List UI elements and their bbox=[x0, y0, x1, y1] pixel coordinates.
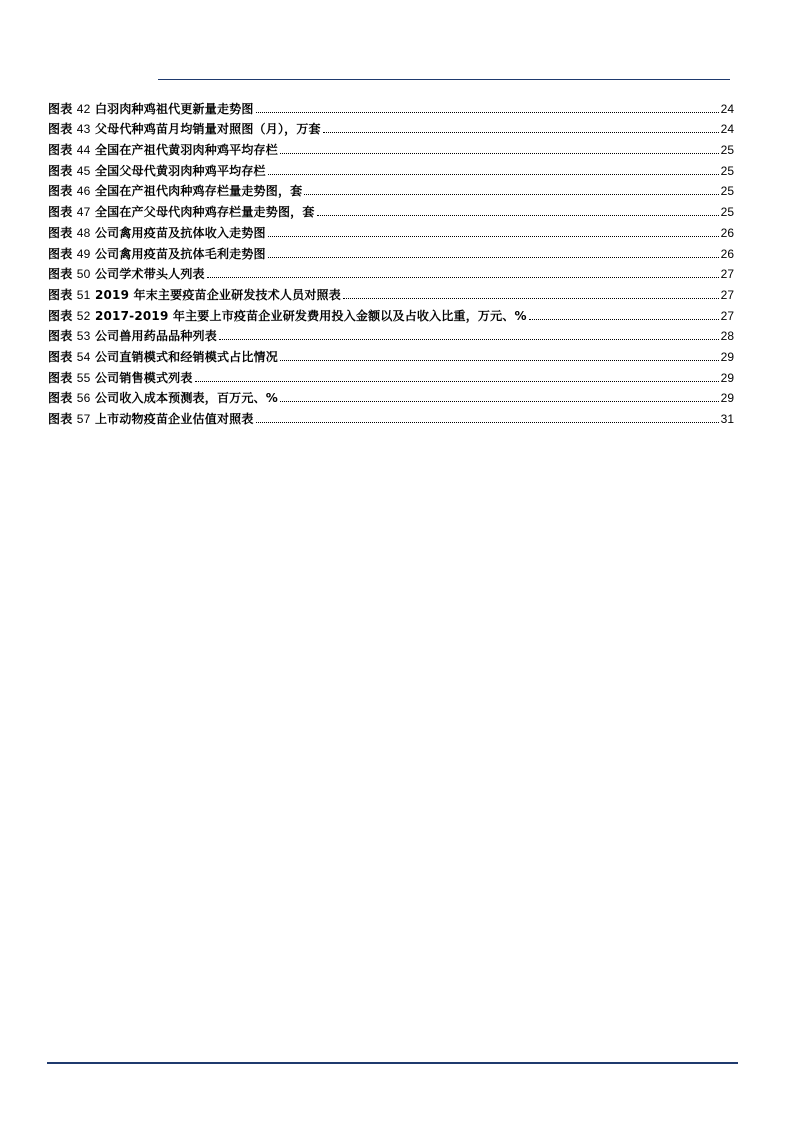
toc-entry[interactable] bbox=[48, 303, 734, 324]
toc-entry-page: 31 bbox=[720, 412, 734, 426]
toc-entry[interactable] bbox=[48, 386, 734, 407]
toc-entry-page: 25 bbox=[720, 163, 734, 178]
dot-leader bbox=[317, 215, 719, 216]
toc-entry-title: 图表 42 白羽肉种鸡祖代更新量走势图 bbox=[48, 101, 254, 116]
toc-entry-title: 图表 43 父母代种鸡苗月均销量对照图（月），万套 bbox=[48, 122, 321, 137]
toc-entry-page: 25 bbox=[720, 184, 734, 199]
toc-entry-title: 图表 48 公司禽用疫苗及抗体收入走势图 bbox=[48, 225, 266, 240]
dot-leader bbox=[256, 422, 719, 423]
dot-leader bbox=[529, 319, 719, 320]
dot-leader bbox=[268, 174, 719, 175]
toc-entry-title: 图表 44 全国在产祖代黄羽肉种鸡平均存栏 bbox=[48, 143, 278, 158]
toc-entry-page: 27 bbox=[720, 287, 734, 302]
toc-entry-page: 29 bbox=[720, 349, 734, 364]
toc-entry[interactable] bbox=[48, 158, 734, 179]
dot-leader bbox=[268, 257, 719, 258]
toc-entry-page: 29 bbox=[720, 370, 734, 385]
dot-leader bbox=[268, 236, 719, 237]
toc-entry-title: 图表 46 全国在产祖代肉种鸡存栏量走势图，套 bbox=[48, 184, 303, 199]
dot-leader bbox=[304, 194, 718, 195]
toc-entry-title: 图表 52 2017-2019 年主要上市疫苗企业研发费用投入金额以及占收入比重，万元、% bbox=[48, 308, 527, 323]
toc-entry[interactable] bbox=[48, 365, 734, 386]
toc-entry[interactable] bbox=[48, 137, 734, 158]
dot-leader bbox=[280, 401, 719, 402]
header-rule bbox=[158, 79, 730, 80]
toc-entry[interactable] bbox=[48, 406, 734, 427]
toc-entry[interactable] bbox=[48, 241, 734, 262]
toc-entry-title: 图表 45 全国父母代黄羽肉种鸡平均存栏 bbox=[48, 163, 266, 178]
toc-entry-page: 25 bbox=[720, 143, 734, 158]
dot-leader bbox=[219, 339, 719, 340]
toc-entry-page: 29 bbox=[720, 391, 734, 406]
toc-entry-title: 图表 50 公司学术带头人列表 bbox=[48, 267, 205, 282]
toc-entry-page: 25 bbox=[720, 205, 734, 220]
toc-entry[interactable] bbox=[48, 199, 734, 220]
footer-rule bbox=[47, 1062, 738, 1064]
toc-entry[interactable] bbox=[48, 220, 734, 241]
toc-entry-page: 26 bbox=[720, 225, 734, 240]
toc-entry-page: 26 bbox=[720, 246, 734, 261]
dot-leader bbox=[280, 153, 719, 154]
toc-entry-title: 图表 49 公司禽用疫苗及抗体毛利走势图 bbox=[48, 246, 266, 261]
toc-entry-title: 图表 56 公司收入成本预测表，百万元、% bbox=[48, 391, 278, 406]
toc-entry-title: 图表 53 公司兽用药品品种列表 bbox=[48, 329, 217, 344]
toc-entry-page: 28 bbox=[720, 329, 734, 344]
toc-entry[interactable] bbox=[48, 117, 734, 138]
toc-entry-page: 27 bbox=[720, 308, 734, 323]
dot-leader bbox=[207, 277, 719, 278]
dot-leader bbox=[323, 132, 719, 133]
toc-entry-page: 24 bbox=[720, 101, 734, 116]
dot-leader bbox=[195, 381, 719, 382]
toc-entry-title: 图表 57 上市动物疫苗企业估值对照表 bbox=[48, 412, 254, 426]
toc-entry[interactable] bbox=[48, 282, 734, 303]
dot-leader bbox=[280, 360, 719, 361]
toc-entry-title: 图表 54 公司直销模式和经销模式占比情况 bbox=[48, 349, 278, 364]
toc-entry[interactable] bbox=[48, 324, 734, 345]
toc-entry[interactable] bbox=[48, 96, 734, 117]
toc-entry-title: 图表 47 全国在产父母代肉种鸡存栏量走势图，套 bbox=[48, 205, 315, 220]
toc-entry[interactable] bbox=[48, 344, 734, 365]
toc-entry-page: 27 bbox=[720, 267, 734, 282]
toc-entry[interactable] bbox=[48, 179, 734, 200]
table-of-figures bbox=[48, 96, 734, 427]
toc-entry-page: 24 bbox=[720, 122, 734, 137]
dot-leader bbox=[343, 298, 719, 299]
dot-leader bbox=[256, 112, 719, 113]
toc-entry[interactable] bbox=[48, 262, 734, 283]
toc-entry-title: 图表 51 2019 年末主要疫苗企业研发技术人员对照表 bbox=[48, 287, 341, 302]
toc-entry-title: 图表 55 公司销售模式列表 bbox=[48, 370, 193, 385]
